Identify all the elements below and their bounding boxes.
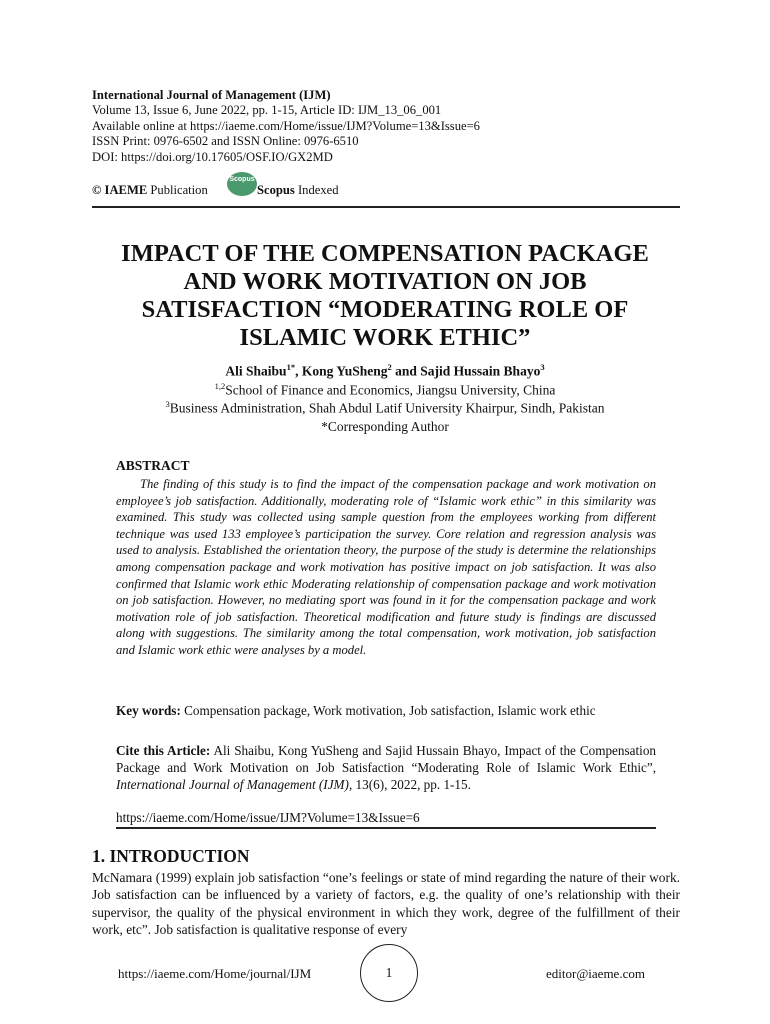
header-divider bbox=[92, 206, 680, 208]
author-name: and Sajid Hussain Bhayo bbox=[391, 363, 541, 379]
scopus-logo-icon: Scopus bbox=[227, 172, 257, 196]
affiliation-text: Business Administration, Shah Abdul Latif University Khairpur, Sindh, Pakistan bbox=[169, 400, 605, 416]
doi-line[interactable]: DOI: https://doi.org/10.17605/OSF.IO/GX2MD bbox=[92, 149, 333, 164]
section-heading: 1. INTRODUCTION bbox=[92, 846, 250, 866]
affiliation-text: School of Finance and Economics, Jiangsu University, China bbox=[225, 382, 556, 398]
cite-journal: International Journal of Management (IJM) bbox=[116, 776, 349, 792]
title-line: IMPACT OF THE COMPENSATION PACKAGE bbox=[121, 240, 649, 267]
author-sup: 1* bbox=[286, 362, 296, 372]
corresponding-author: *Corresponding Author bbox=[321, 419, 449, 434]
page-number: 1 bbox=[360, 944, 418, 1002]
volume-line: Volume 13, Issue 6, June 2022, pp. 1-15, Article ID: IJM_13_06_001 bbox=[92, 103, 442, 118]
issn-line: ISSN Print: 0976-6502 and ISSN Online: 0976-6510 bbox=[92, 134, 359, 149]
affiliation-2 bbox=[40, 399, 730, 417]
keywords bbox=[116, 703, 656, 720]
publisher-name: © IAEME bbox=[92, 183, 148, 197]
cite-text: , 13(6), 2022, pp. 1-15. bbox=[348, 776, 471, 792]
author-sup: 2 bbox=[387, 362, 392, 372]
keywords-label: Key words: bbox=[116, 703, 181, 718]
abstract-body: The finding of this study is to find the impact of the compensation package and work motivation on employee’s job satisfaction. Additionally, moderating role of “Islamic work ethic” in this similarity was examined. This study was collected using sample question from the employees working from different technique was used 133 employee’s participation the survey. Core relation and regression analysis was used to analysis. Established the orientation theory, the purpose of the study is determine the relationships among compensation package and work motivation has positive impact on job satisfaction. It was also confirmed that Islamic work ethic Moderating relationship of compensation package and work motivation on job satisfaction. However, no mediating sport was found in it for the compensation package and work motivation role of job satisfaction. Theoretical modification and future study is findings are discussed along with suggestions. The similarity among the total compensation, work motivation, job satisfaction and Islamic work ethic were analyses by a model. bbox=[116, 477, 656, 657]
abstract-heading: ABSTRACT bbox=[116, 458, 190, 473]
cite-label: Cite this Article: bbox=[116, 743, 211, 758]
footer-journal-link[interactable]: https://iaeme.com/Home/journal/IJM bbox=[118, 966, 312, 981]
author-sup: 3 bbox=[540, 362, 545, 372]
author-list bbox=[60, 362, 710, 380]
scopus-label: Scopus bbox=[257, 183, 295, 197]
affiliation-1 bbox=[40, 381, 730, 399]
cite-text: Ali Shaibu, Kong YuSheng and Sajid Hussain Bhayo, Impact of the Compensation Package and Work Motivation on Job Satisfaction “Moderating Role of Islamic Work Ethic”, bbox=[116, 743, 657, 775]
title-line: AND WORK MOTIVATION ON JOB bbox=[183, 268, 587, 295]
keywords-text: Compensation package, Work motivation, Job satisfaction, Islamic work ethic bbox=[180, 703, 596, 718]
affiliation-sup: 1,2 bbox=[214, 381, 226, 391]
affiliation-sup: 3 bbox=[165, 399, 170, 409]
author-name: Ali Shaibu bbox=[225, 363, 287, 379]
paper-title bbox=[60, 240, 710, 352]
abstract-text bbox=[116, 476, 656, 659]
journal-header bbox=[92, 88, 480, 165]
abstract-divider bbox=[116, 827, 656, 829]
intro-paragraph: McNamara (1999) explain job satisfaction “one’s feelings or state of mind regarding the nature of their work. Job satisfaction can be influenced by a variety of factors, e.g. the quality of one’s relationship with their supervisor, the quality of the physical environment in which they work, degree of the fulfillment of their work, etc”. Job satisfaction is qualitative response of every bbox=[92, 870, 680, 938]
title-line: SATISFACTION “MODERATING ROLE OF bbox=[141, 296, 629, 323]
footer-email-link[interactable]: editor@iaeme.com bbox=[546, 966, 645, 981]
indexed-word: Indexed bbox=[297, 183, 339, 197]
available-line[interactable]: Available online at https://iaeme.com/Home/issue/IJM?Volume=13&Issue=6 bbox=[92, 118, 480, 133]
publication-word: Publication bbox=[150, 183, 208, 197]
journal-name: International Journal of Management (IJM) bbox=[92, 88, 331, 102]
title-line: ISLAMIC WORK ETHIC” bbox=[239, 324, 531, 351]
cite-url-link[interactable]: https://iaeme.com/Home/issue/IJM?Volume=13&Issue=6 bbox=[116, 810, 420, 825]
author-name: , Kong YuSheng bbox=[295, 363, 388, 379]
citation bbox=[116, 743, 656, 793]
